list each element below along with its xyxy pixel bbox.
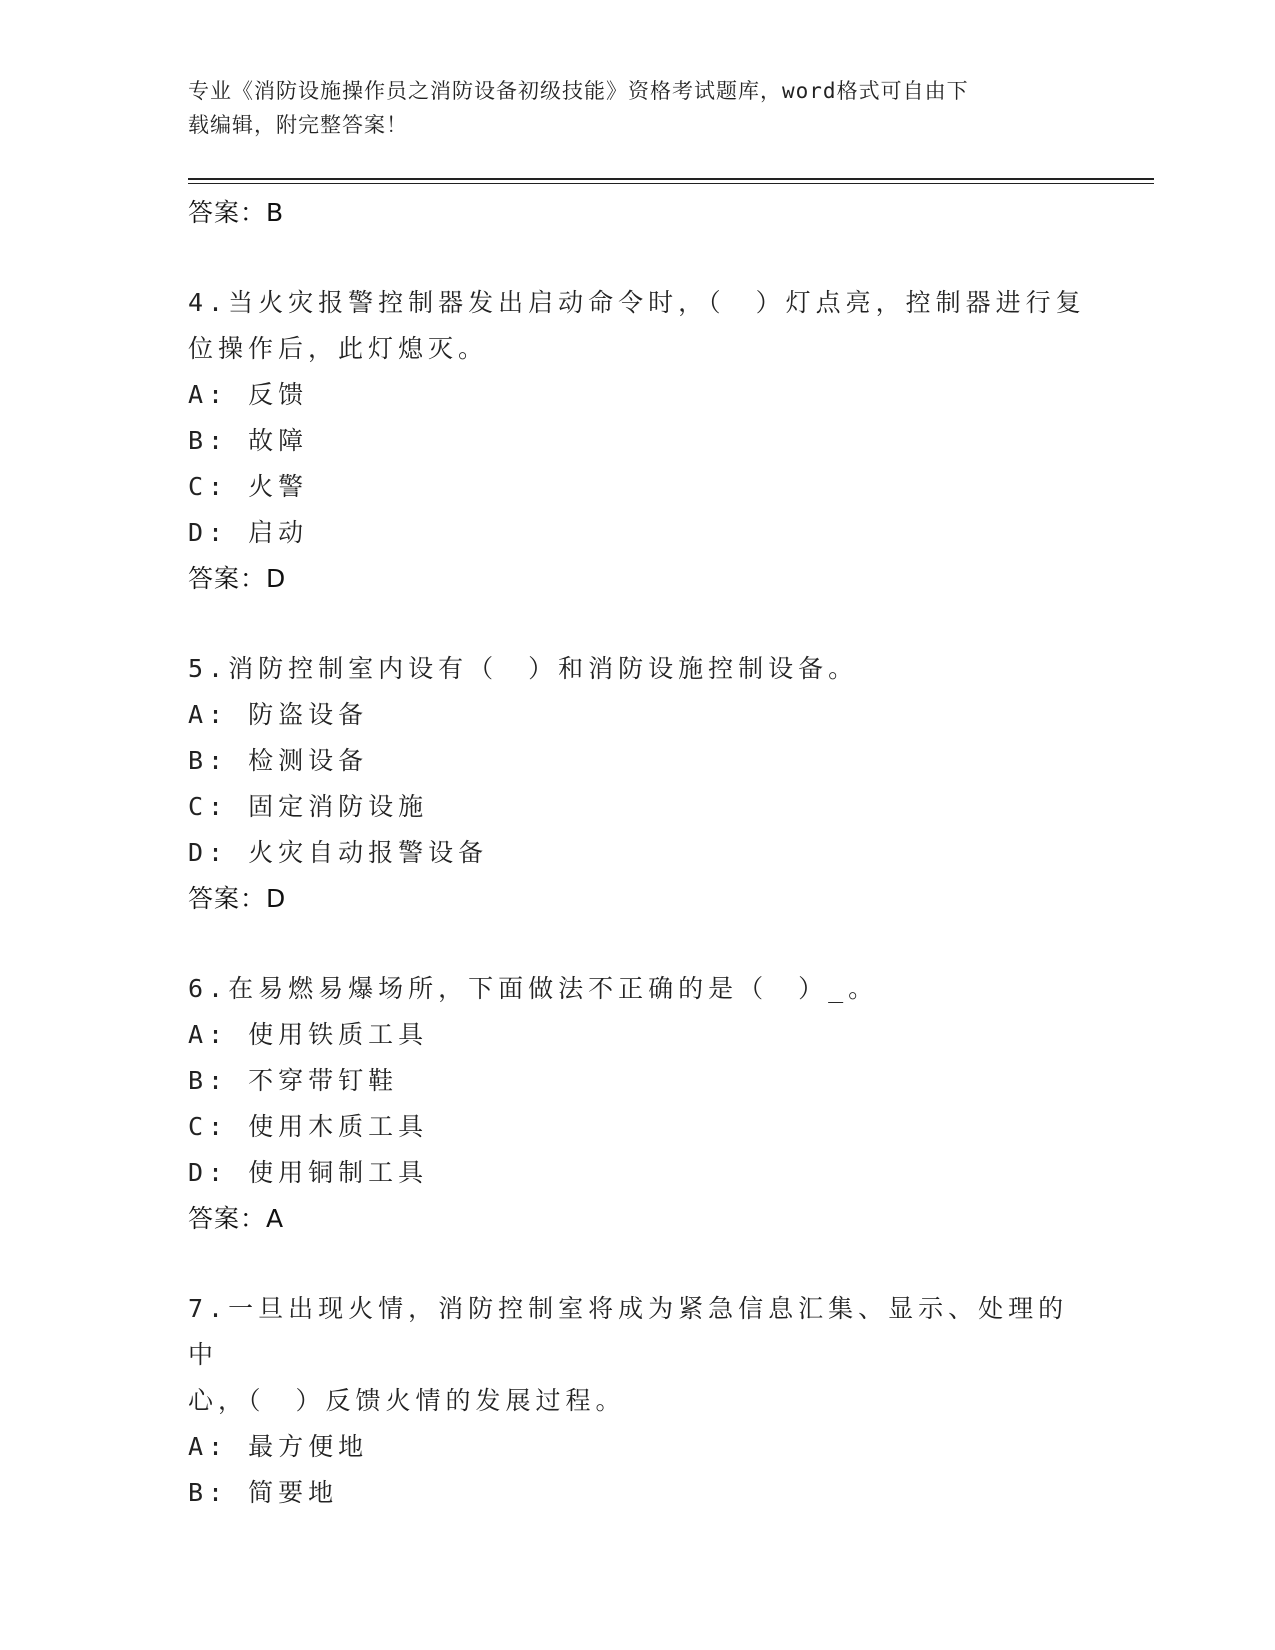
- header-rule-thick: [188, 178, 1154, 180]
- option-d: D: 启动: [188, 518, 309, 547]
- answer: 答案：A: [188, 1204, 285, 1233]
- header-line-2: 载编辑，附完整答案！: [188, 113, 408, 137]
- question-stem: 4.当火灾报警控制器发出启动命令时，（ ）灯点亮，控制器进行复: [188, 288, 1086, 317]
- document-body: [188, 190, 1088, 1516]
- answer: 答案：D: [188, 884, 287, 913]
- option-c: C: 使用木质工具: [188, 1112, 429, 1141]
- option-c: C: 固定消防设施: [188, 792, 429, 821]
- question-6: [188, 966, 1088, 1242]
- previous-answer: 答案：B: [188, 198, 285, 227]
- option-d: D: 火灾自动报警设备: [188, 838, 489, 867]
- option-a: A: 使用铁质工具: [188, 1020, 429, 1049]
- header-line-1: 专业《消防设施操作员之消防设备初级技能》资格考试题库，word格式可自由下: [188, 79, 969, 103]
- answer: 答案：D: [188, 564, 287, 593]
- question-4: [188, 280, 1088, 602]
- option-c: C: 火警: [188, 472, 309, 501]
- option-b: B: 不穿带钉鞋: [188, 1066, 399, 1095]
- header-rule-thin: [188, 183, 1154, 184]
- option-a: A: 最方便地: [188, 1432, 369, 1461]
- document-header: [188, 74, 1068, 142]
- option-a: A: 防盗设备: [188, 700, 369, 729]
- question-stem: 7.一旦出现火情，消防控制室将成为紧急信息汇集、显示、处理的中: [188, 1294, 1069, 1369]
- question-stem: 6.在易燃易爆场所，下面做法不正确的是（ ）_。: [188, 974, 879, 1003]
- option-d: D: 使用铜制工具: [188, 1158, 429, 1187]
- option-b: B: 简要地: [188, 1478, 339, 1507]
- question-stem-continuation: 心，（ ）反馈火情的发展过程。: [188, 1386, 626, 1415]
- question-stem-continuation: 位操作后，此灯熄灭。: [188, 334, 489, 363]
- option-b: B: 故障: [188, 426, 309, 455]
- option-a: A: 反馈: [188, 380, 309, 409]
- question-stem: 5.消防控制室内设有（ ）和消防设施控制设备。: [188, 654, 859, 683]
- question-7: [188, 1286, 1088, 1516]
- question-5: [188, 646, 1088, 922]
- option-b: B: 检测设备: [188, 746, 369, 775]
